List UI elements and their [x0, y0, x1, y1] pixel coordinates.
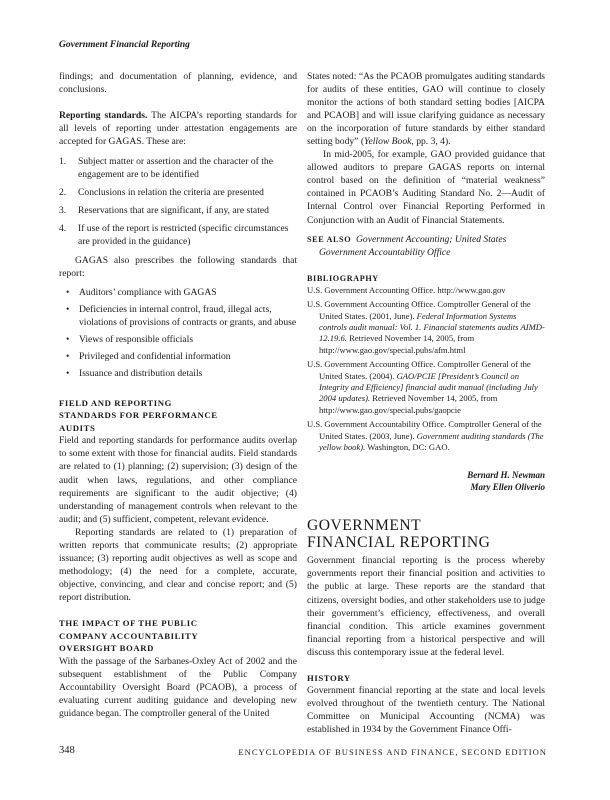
list-item: 2. Conclusions in relation the criteria are presented	[59, 187, 264, 199]
list-item: 3. Reservations that are significant, if any, are stated	[59, 205, 269, 217]
list-item: • Views of responsible officials	[66, 333, 194, 345]
book-title: ENCYCLOPEDIA OF BUSINESS AND FINANCE, SECOND EDITION	[238, 747, 547, 757]
bibliography	[307, 285, 545, 454]
bibliography-entry: U.S. Government Accountability Office. Comptroller General of the United States. (2003, June). Government auditing standards (The yellow book). Washington, DC: GAO.	[307, 419, 544, 452]
bibliography-entry: U.S. Government Accounting Office. Comptroller General of the United States. (2001, June). Federal Information Systems controls audit manual: Vol. 1. Financial statements audits AIMD-12.19.6. Retrieved November 14, 2005, from http://www.gao.gov/special.pubs/afm.html	[307, 299, 545, 355]
running-head: Government Financial Reporting	[59, 40, 190, 50]
paragraph: Field and reporting standards for performance audits overlap to some extent with those for financial audits. Field standards are related to (1) planning; (2) supervision; (3) design of the audit when laws, regulations, and other compliance requirements are significant to the audit objective; (4) understanding of management controls when relevant to the audit; and (5) sufficient, competent, relevant evidence.	[59, 435, 297, 525]
list-item: • Deficiencies in internal control, fraud, illegal acts, violations of provisions of contracts or grants, and abuse	[66, 303, 297, 328]
section-heading: FIELD AND REPORTING STANDARDS FOR PERFORMANCE AUDITS	[59, 397, 218, 433]
list-item: • Privileged and confidential information	[66, 350, 231, 362]
left-column	[59, 70, 297, 720]
see-also: SEE ALSO Government Accounting; United States Government Accountability Office	[307, 233, 507, 258]
paragraph: findings; and documentation of planning, evidence, and conclusions.	[59, 71, 297, 96]
paragraph: In mid-2005, for example, GAO provided guidance that allowed auditors to prepare GAGAS reports on internal control based on the definition of “material weakness” contained in PCAOB’s Auditing Standard No. 2—Audit of Internal Control over Financial Reporting Performed in Conjunction with an Audit of Financial Statements.	[307, 149, 545, 226]
section-heading: THE IMPACT OF THE PUBLIC COMPANY ACCOUNTABILITY OVERSIGHT BOARD	[59, 618, 199, 653]
bullet-list	[59, 286, 297, 380]
author-credits: Bernard H. Newman Mary Ellen Oliverio	[467, 470, 545, 493]
list-item: 4. If use of the report is restricted (specific circumstances are provided in the guidance)	[59, 223, 289, 248]
list-item: 1. Subject matter or assertion and the character of the engagement are to be identified	[59, 156, 273, 181]
bibliography-heading: BIBLIOGRAPHY	[307, 273, 379, 283]
section-heading: HISTORY	[307, 672, 351, 683]
paragraph: States noted: “As the PCAOB promulgates auditing standards for audits of these entities, GAO will continue to closely monitor the actions of both standard setting bodies [AICPA and PCAOB] and will issue clarifying guidance as necessary on the incorporation of future standards by either standard setting body” (Yellow Book, pp. 3, 4).	[307, 71, 545, 148]
list-item: • Issuance and distribution details	[66, 367, 203, 379]
paragraph: GAGAS also prescribes the following standards that report:	[59, 254, 297, 279]
paragraph: Government financial reporting is the process whereby governments report their financial position and activities to the public at large. These reports are the standard that citizens, oversight bodies, and other stakeholders use to judge their government’s efficiency, effectiveness, and overall financial condition. This article examines government financial reporting from a historical perspective and will discuss this contemporary issue at the federal level.	[307, 555, 545, 658]
paragraph: Reporting standards are related to (1) preparation of written reports that communicate results; (2) appropriate issuance; (3) reporting audit objectives as well as scope and methodology; (4) the need for a complete, accurate, objective, convincing, and clear and concise report; and (5) report distribution.	[59, 526, 297, 603]
run-in-heading: Reporting standards.	[59, 110, 148, 122]
reporting-standards-paragraph: Reporting standards. The AICPA’s reporting standards for all levels of reporting under attestation engagements are accepted for GAGAS. These are:	[59, 110, 298, 148]
bibliography-entry: U.S. Government Accounting Office. http://www.gao.gov	[307, 284, 506, 295]
paragraph: Government financial reporting at the state and local levels evolved throughout of the twentieth century. The National Committee on Municipal Accounting (NCMA) was established in 1934 by the Government Finance Offi-	[307, 685, 545, 736]
right-column	[307, 70, 545, 736]
numbered-list	[59, 155, 297, 248]
article-title: GOVERNMENT FINANCIAL REPORTING	[307, 517, 491, 552]
paragraph: With the passage of the Sarbanes-Oxley Act of 2002 and the subsequent establishment of the Public Company Accountability Oversight Board (PCAOB), a process of evaluating current auditing guidance and developing new guidance began. The comptroller general of the United	[59, 655, 297, 719]
list-item: • Auditors’ compliance with GAGAS	[66, 286, 217, 298]
bibliography-entry: U.S. Government Accounting Office. Comptroller General of the United States. (2004). GAO/PCIE [President’s Council on Integrity and Efficiency] financial audit manual (including July 2004 updates). Retrieved November 14, 2005, from http://www.gao.gov/special.pubs/gaopcie	[307, 359, 538, 415]
page-number: 348	[59, 745, 75, 756]
